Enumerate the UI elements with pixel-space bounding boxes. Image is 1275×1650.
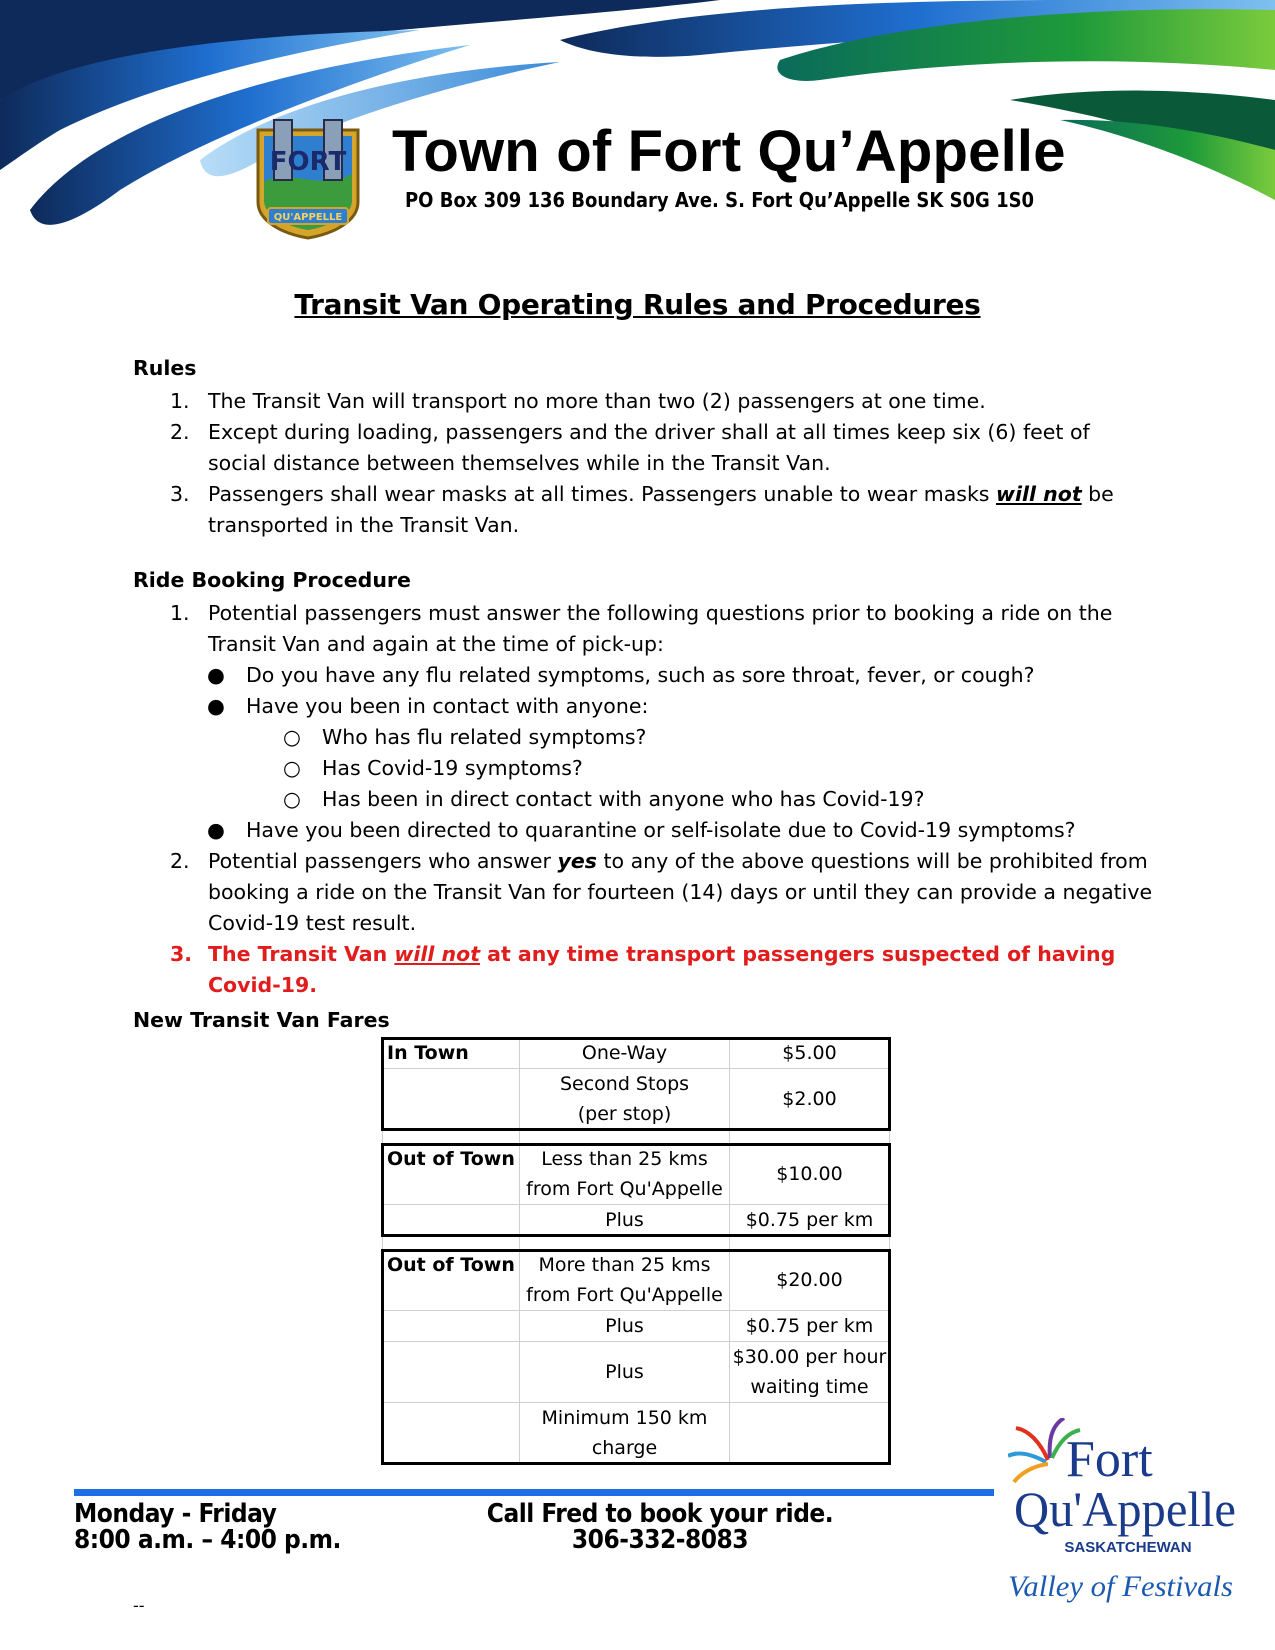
- sub-question-text: Has Covid-19 symptoms?: [322, 756, 583, 780]
- logo-line1: Fort: [1066, 1431, 1153, 1488]
- rule-text-after: be transported in the Transit Van.: [208, 482, 1114, 537]
- fare-price: $0.75 per km: [730, 1205, 890, 1236]
- rule-number: 1.: [170, 389, 190, 413]
- logo-province: SASKATCHEWAN: [1064, 1539, 1192, 1556]
- booking-call: [400, 1501, 920, 1553]
- question-bullet: [133, 691, 1153, 722]
- booking-text-before: The Transit Van: [208, 942, 395, 966]
- office-days: Monday - Friday: [74, 1499, 277, 1529]
- table-row: [383, 1144, 890, 1205]
- ring-bullet-icon: ○: [283, 787, 301, 811]
- fare-price-line: waiting time: [750, 1376, 869, 1398]
- booking-number: 2.: [170, 849, 190, 873]
- fare-price: $20.00: [730, 1250, 890, 1311]
- fare-desc: Plus: [520, 1311, 730, 1342]
- call-text: Call Fred to book your ride.: [486, 1499, 834, 1529]
- booking-list: [133, 598, 1153, 1001]
- rule-item-1: [133, 386, 1153, 417]
- fare-desc-line: (per stop): [577, 1103, 672, 1125]
- question-text: Do you have any flu related symptoms, such as sore throat, fever, or cough?: [246, 663, 1035, 687]
- booking-heading: Ride Booking Procedure: [133, 568, 411, 592]
- rule-text: The Transit Van will transport no more than two (2) passengers at one time.: [208, 389, 986, 413]
- question-bullet: [133, 660, 1153, 691]
- question-text: Have you been in contact with anyone:: [246, 694, 649, 718]
- booking-emphasis: yes: [557, 849, 597, 873]
- booking-text-after: at any time transport passengers suspected of having Covid-19.: [208, 942, 1116, 997]
- town-name: Town of Fort Qu’Appelle: [392, 119, 1066, 184]
- zone-cell: In Town: [383, 1038, 520, 1069]
- rule-item-2: [133, 417, 1153, 479]
- fare-desc: Plus: [520, 1205, 730, 1236]
- table-row: [383, 1069, 890, 1130]
- question-bullet: [133, 815, 1153, 846]
- fare-price: [730, 1342, 890, 1403]
- table-row: [383, 1038, 890, 1069]
- ring-bullet-icon: ○: [283, 756, 301, 780]
- fare-desc-line: Less than 25 kms: [541, 1148, 708, 1170]
- fare-desc: [520, 1250, 730, 1311]
- rule-emphasis: will not: [996, 482, 1082, 506]
- fare-desc: Plus: [520, 1342, 730, 1403]
- fare-desc: [520, 1403, 730, 1464]
- zone-cell: Out of Town: [383, 1250, 520, 1311]
- booking-text-before: Potential passengers who answer: [208, 849, 558, 873]
- sub-question: [133, 784, 1153, 815]
- fare-desc-line: More than 25 kms: [538, 1254, 711, 1276]
- sub-question: [133, 753, 1153, 784]
- fare-price: $0.75 per km: [730, 1311, 890, 1342]
- document-title: Transit Van Operating Rules and Procedures: [294, 288, 981, 321]
- booking-number: 3.: [170, 942, 193, 966]
- table-row: [383, 1342, 890, 1403]
- fare-desc-line: charge: [591, 1437, 658, 1459]
- booking-text: Potential passengers must answer the following questions prior to booking a ride on the Transit Van and again at the time of pick-up:: [208, 601, 1113, 656]
- bullet-icon: ●: [207, 663, 225, 687]
- zone-cell: Out of Town: [383, 1144, 520, 1205]
- table-row: [383, 1311, 890, 1342]
- table-row: [383, 1250, 890, 1311]
- rules-list: [133, 386, 1153, 541]
- town-address: PO Box 309 136 Boundary Ave. S. Fort Qu’Appelle SK S0G 1S0: [405, 188, 1035, 212]
- fare-desc-line: Second Stops: [559, 1073, 690, 1095]
- booking-item-3: [133, 939, 1153, 1001]
- phone-number: 306-332-8083: [571, 1525, 749, 1555]
- bullet-icon: ●: [207, 818, 225, 842]
- fare-desc-line: Minimum 150 km: [541, 1407, 708, 1429]
- rule-text: Except during loading, passengers and the driver shall at all times keep six (6) feet of social distance between themselves while in the Transit Van.: [208, 420, 1090, 475]
- fare-price: $5.00: [730, 1038, 890, 1069]
- crest-text-top: FORT: [269, 147, 347, 177]
- sub-question-text: Who has flu related symptoms?: [322, 725, 647, 749]
- booking-item-1: [133, 598, 1153, 660]
- office-hours: [74, 1501, 341, 1553]
- rule-number: 3.: [170, 482, 190, 506]
- fare-price: $2.00: [730, 1069, 890, 1130]
- fare-desc: [520, 1069, 730, 1130]
- logo-line2: Qu'Appelle: [1014, 1481, 1236, 1537]
- fare-price: $10.00: [730, 1144, 890, 1205]
- fares-heading: New Transit Van Fares: [133, 1008, 390, 1032]
- question-text: Have you been directed to quarantine or self-isolate due to Covid-19 symptoms?: [246, 818, 1076, 842]
- office-time: 8:00 a.m. – 4:00 p.m.: [74, 1525, 341, 1555]
- booking-number: 1.: [170, 601, 190, 625]
- bullet-icon: ●: [207, 694, 225, 718]
- rule-number: 2.: [170, 420, 190, 444]
- rule-item-3: [133, 479, 1153, 541]
- fare-desc-line: from Fort Qu'Appelle: [526, 1178, 723, 1200]
- sub-question-text: Has been in direct contact with anyone who has Covid-19?: [322, 787, 925, 811]
- rule-text-before: Passengers shall wear masks at all times. Passengers unable to wear masks: [208, 482, 997, 506]
- fare-price-line: $30.00 per hour: [732, 1346, 887, 1368]
- booking-text-after: to any of the above questions will be prohibited from booking a ride on the Transit Van for fourteen (14) days or until they can provide a negative Covid-19 test result.: [208, 849, 1153, 935]
- logo-tagline: Valley of Festivals: [1008, 1570, 1233, 1603]
- sub-question: [133, 722, 1153, 753]
- ring-bullet-icon: ○: [283, 725, 301, 749]
- booking-emphasis: will not: [394, 942, 481, 966]
- fare-desc: One-Way: [520, 1038, 730, 1069]
- rules-heading: Rules: [133, 356, 197, 380]
- booking-item-2: [133, 846, 1153, 939]
- table-row: [383, 1205, 890, 1236]
- fares-table: [382, 1037, 890, 1464]
- fort-quappelle-logo: [1008, 1418, 1248, 1608]
- town-crest-logo: [252, 112, 364, 240]
- crest-text-bottom: QU'APPELLE: [273, 212, 343, 223]
- trailing-dash: --: [133, 1596, 145, 1615]
- fare-desc-line: from Fort Qu'Appelle: [526, 1284, 723, 1306]
- footer-divider: [74, 1489, 994, 1496]
- fare-desc: [520, 1144, 730, 1205]
- table-row: [383, 1403, 890, 1464]
